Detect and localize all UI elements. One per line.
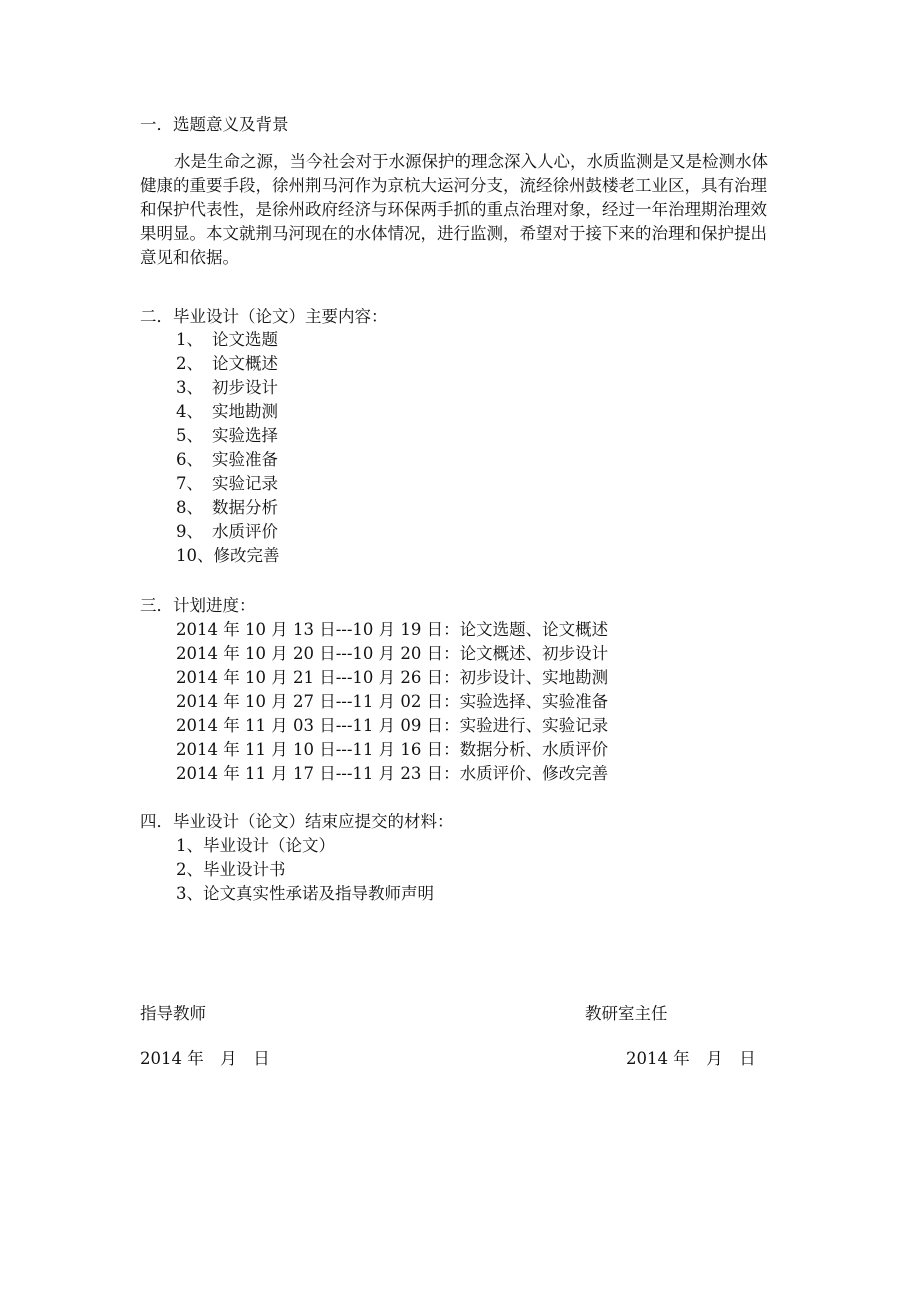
schedule-item: 2014 年 11 月 03 日---11 月 09 日：实验进行、实验记录 — [176, 716, 609, 735]
schedule-item: 2014 年 10 月 13 日---10 月 19 日：论文选题、论文概述 — [176, 620, 609, 639]
list-item-text: 数据分析 — [212, 498, 278, 517]
section2-title: 二．毕业设计（论文）主要内容： — [140, 307, 388, 326]
list-item-text: 水质评价 — [212, 522, 278, 541]
section4-title: 四．毕业设计（论文）结束应提交的材料： — [140, 812, 454, 831]
section1-paragraph: 水是生命之源，当今社会对于水源保护的理念深入人心，水质监测是又是检测水体健康的重要手段，徐州荆马河作为京杭大运河分支，流经徐州鼓楼老工业区，具有治理和保护代表性，是徐州政府经济与环保两手抓的重点治理对象，经过一年治理期治理效果明显。本文就荆马河现在的水体情况，进行监测，希望对于接下来的治理和保护提出意见和依据。 — [140, 152, 768, 267]
list-item-number: 8、 — [176, 498, 203, 517]
materials-item: 1、毕业设计（论文） — [176, 836, 335, 855]
list-item-text: 论文选题 — [212, 330, 278, 349]
list-item-number: 2、 — [176, 354, 203, 373]
list-item-number: 6、 — [176, 450, 203, 469]
schedule-item: 2014 年 11 月 10 日---11 月 16 日：数据分析、水质评价 — [176, 740, 609, 759]
list-item — [176, 472, 280, 496]
list-item-text: 初步设计 — [212, 378, 278, 397]
list-item — [176, 376, 280, 400]
list-item-number: 5、 — [176, 426, 203, 445]
section3-title: 三．计划进度： — [140, 596, 256, 615]
list-item — [176, 400, 280, 424]
department-head-label: 教研室主任 — [585, 1004, 668, 1023]
list-item-text: 10、修改完善 — [176, 546, 280, 565]
materials-item: 3、论文真实性承诺及指导教师声明 — [176, 884, 434, 903]
content-list — [176, 328, 280, 568]
list-item-number: 9、 — [176, 522, 203, 541]
list-item-text: 实地勘测 — [212, 402, 278, 421]
list-item-number: 7、 — [176, 474, 203, 493]
schedule-item: 2014 年 10 月 21 日---10 月 26 日：初步设计、实地勘测 — [176, 668, 609, 687]
list-item — [176, 496, 280, 520]
list-item — [176, 544, 280, 568]
schedule-item: 2014 年 11 月 17 日---11 月 23 日：水质评价、修改完善 — [176, 764, 609, 783]
schedule-item: 2014 年 10 月 27 日---11 月 02 日：实验选择、实验准备 — [176, 692, 609, 711]
list-item-number: 3、 — [176, 378, 203, 397]
list-item — [176, 352, 280, 376]
list-item-text: 实验选择 — [212, 426, 278, 445]
list-item — [176, 520, 280, 544]
materials-item: 2、毕业设计书 — [176, 860, 286, 879]
list-item-number: 1、 — [176, 330, 203, 349]
list-item-text: 实验记录 — [212, 474, 278, 493]
list-item — [176, 448, 280, 472]
list-item-text: 论文概述 — [212, 354, 278, 373]
department-head-date: 2014 年 月 日 — [626, 1049, 756, 1068]
schedule-list — [176, 618, 608, 786]
list-item-number: 4、 — [176, 402, 203, 421]
list-item — [176, 424, 280, 448]
advisor-label: 指导教师 — [140, 1004, 206, 1023]
advisor-date: 2014 年 月 日 — [140, 1049, 270, 1068]
list-item-text: 实验准备 — [212, 450, 278, 469]
list-item — [176, 328, 280, 352]
materials-list — [176, 834, 434, 906]
schedule-item: 2014 年 10 月 20 日---10 月 20 日：论文概述、初步设计 — [176, 644, 609, 663]
section1-title: 一．选题意义及背景 — [140, 115, 289, 134]
